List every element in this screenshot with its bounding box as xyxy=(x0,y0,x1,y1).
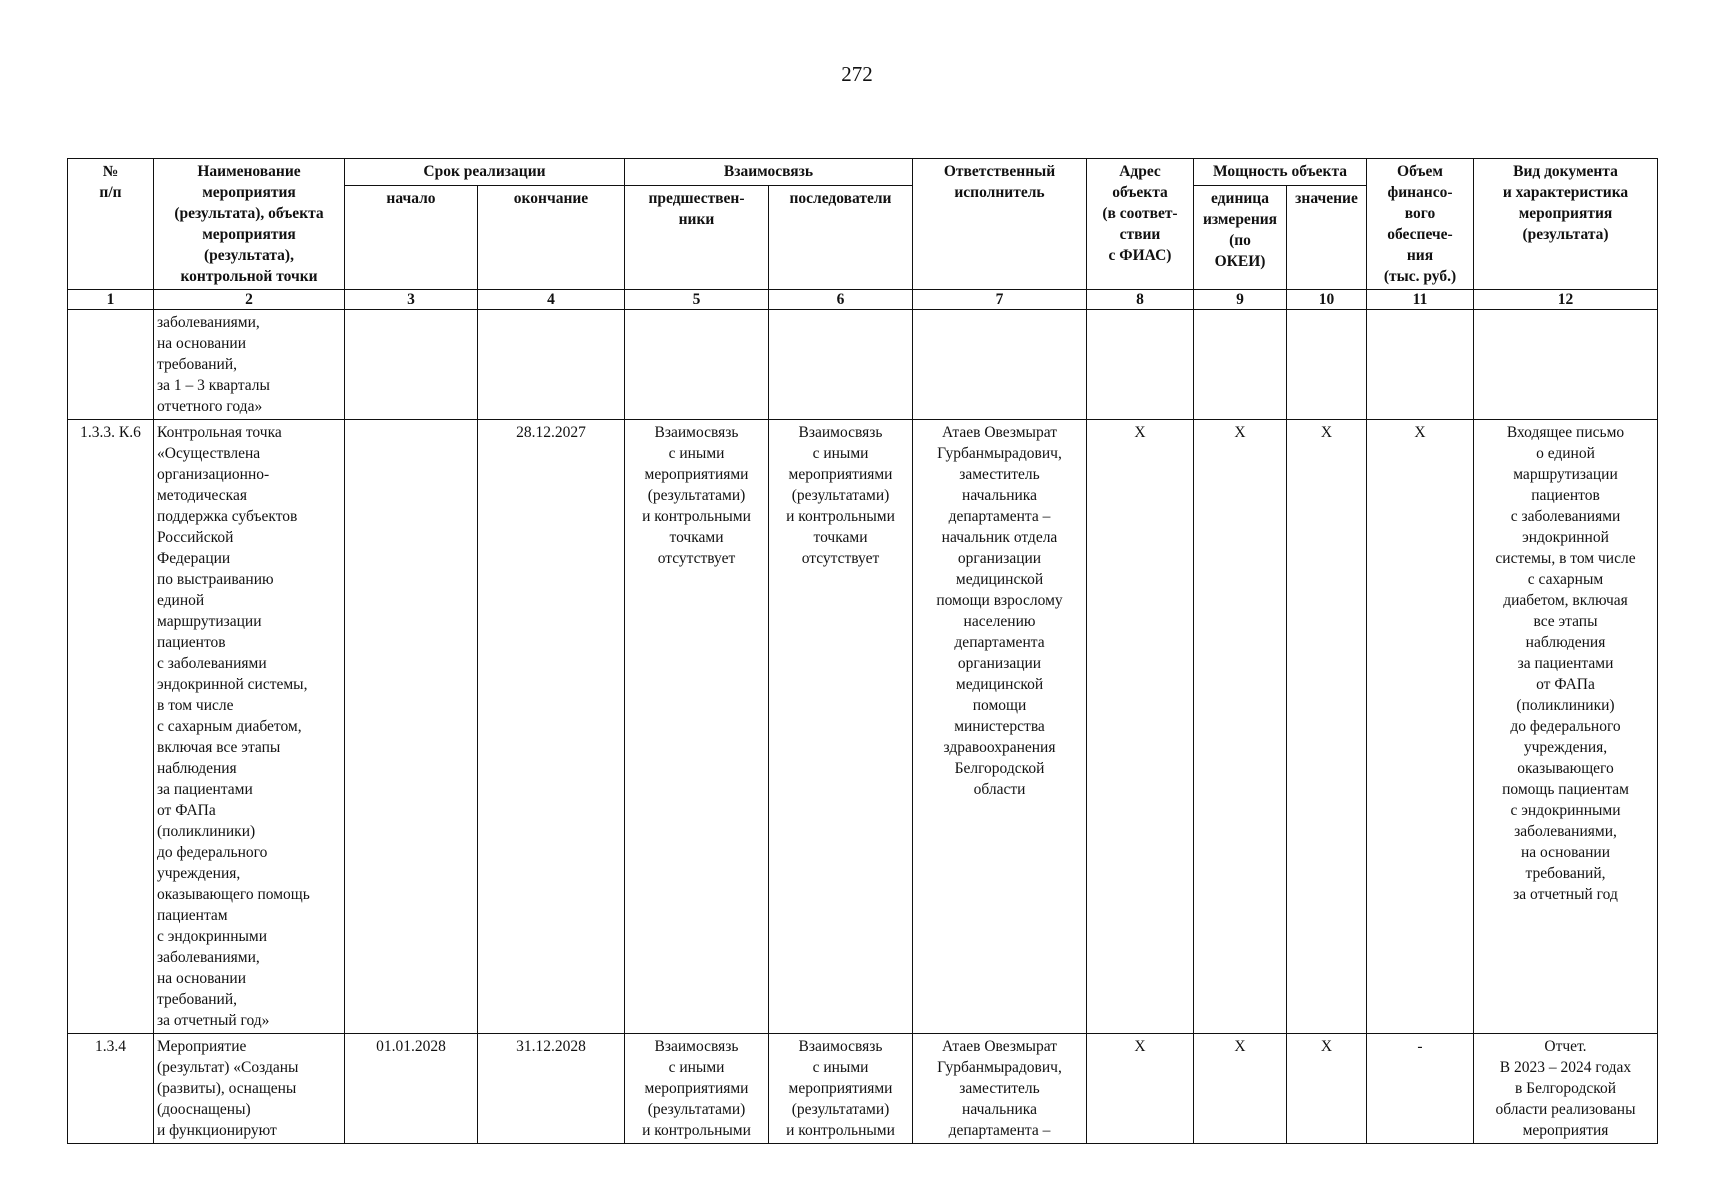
header-relation-succ: последователи xyxy=(769,186,913,290)
column-numbers-row xyxy=(68,290,1658,310)
row-doc: Отчет. В 2023 – 2024 годах в Белгородской области реализованы мероприятия xyxy=(1474,1034,1658,1144)
row-end: 28.12.2027 xyxy=(478,420,625,1034)
header-period: Срок реализации xyxy=(345,159,625,186)
row-end xyxy=(478,310,625,420)
row-succ xyxy=(769,310,913,420)
header-finance: Объем финансо- вого обеспече- ния (тыс. руб.) xyxy=(1367,159,1474,290)
header-period-end: окончание xyxy=(478,186,625,290)
row-value xyxy=(1287,310,1367,420)
row-unit xyxy=(1194,310,1287,420)
row-num: 1.3.4 xyxy=(68,1034,154,1144)
row-start xyxy=(345,420,478,1034)
row-num xyxy=(68,310,154,420)
header-responsible: Ответственный исполнитель xyxy=(913,159,1087,290)
colnum: 10 xyxy=(1287,290,1367,310)
row-pred xyxy=(625,310,769,420)
colnum: 1 xyxy=(68,290,154,310)
header-relation: Взаимосвязь xyxy=(625,159,913,186)
table-row xyxy=(68,420,1658,1034)
colnum: 2 xyxy=(154,290,345,310)
row-start: 01.01.2028 xyxy=(345,1034,478,1144)
row-doc: Входящее письмо о единой маршрутизации пациентов с заболеваниями эндокринной системы, в том числе с сахарным диабетом, включая все этапы наблюдения за пациентами от ФАПа (поликлиники) до федерального учреждения, оказывающего помощь пациентам с эндокринными заболеваниями, на основании требований, за отчетный год xyxy=(1474,420,1658,1034)
row-doc xyxy=(1474,310,1658,420)
header-row-1 xyxy=(68,159,1658,186)
row-pred: Взаимосвязь с иными мероприятиями (результатами) и контрольными xyxy=(625,1034,769,1144)
row-end: 31.12.2028 xyxy=(478,1034,625,1144)
colnum: 4 xyxy=(478,290,625,310)
header-address: Адрес объекта (в соответ- ствии с ФИАС) xyxy=(1087,159,1194,290)
row-name: Мероприятие (результат) «Созданы (развиты), оснащены (дооснащены) и функционируют xyxy=(154,1034,345,1144)
header-capacity-unit: единица измерения (по ОКЕИ) xyxy=(1194,186,1287,290)
row-value: Х xyxy=(1287,1034,1367,1144)
row-finance: - xyxy=(1367,1034,1474,1144)
row-succ: Взаимосвязь с иными мероприятиями (результатами) и контрольными xyxy=(769,1034,913,1144)
header-name: Наименование мероприятия (результата), объекта мероприятия (результата), контрольной точки xyxy=(154,159,345,290)
row-name: заболеваниями, на основании требований, за 1 – 3 кварталы отчетного года» xyxy=(154,310,345,420)
colnum: 8 xyxy=(1087,290,1194,310)
header-doc-type: Вид документа и характеристика мероприятия (результата) xyxy=(1474,159,1658,290)
plan-table xyxy=(67,158,1658,1144)
header-num: № п/п xyxy=(68,159,154,290)
header-capacity: Мощность объекта xyxy=(1194,159,1367,186)
colnum: 5 xyxy=(625,290,769,310)
row-unit: Х xyxy=(1194,420,1287,1034)
header-relation-pred: предшествен- ники xyxy=(625,186,769,290)
header-capacity-value: значение xyxy=(1287,186,1367,290)
colnum: 7 xyxy=(913,290,1087,310)
colnum: 11 xyxy=(1367,290,1474,310)
row-finance xyxy=(1367,310,1474,420)
row-address xyxy=(1087,310,1194,420)
row-address: Х xyxy=(1087,1034,1194,1144)
colnum: 3 xyxy=(345,290,478,310)
row-succ: Взаимосвязь с иными мероприятиями (результатами) и контрольными точками отсутствует xyxy=(769,420,913,1034)
row-pred: Взаимосвязь с иными мероприятиями (результатами) и контрольными точками отсутствует xyxy=(625,420,769,1034)
row-responsible xyxy=(913,310,1087,420)
row-unit: Х xyxy=(1194,1034,1287,1144)
row-start xyxy=(345,310,478,420)
table-row xyxy=(68,1034,1658,1144)
row-num: 1.3.3. К.6 xyxy=(68,420,154,1034)
row-finance: Х xyxy=(1367,420,1474,1034)
row-name: Контрольная точка «Осуществлена организационно- методическая поддержка субъектов Российской Федерации по выстраиванию единой маршрутизации пациентов с заболеваниями эндокринной системы, в том числе с сахарным диабетом, включая все этапы наблюдения за пациентами от ФАПа (поликлиники) до федерального учреждения, оказывающего помощь пациентам с эндокринными заболеваниями, на основании требований, за отчетный год» xyxy=(154,420,345,1034)
row-responsible: Атаев Овезмырат Гурбанмырадович, заместитель начальника департамента – начальник отдела организации медицинской помощи взрослому населению департамента организации медицинской помощи министерства здравоохранения Белгородской области xyxy=(913,420,1087,1034)
table-row xyxy=(68,310,1658,420)
row-address: Х xyxy=(1087,420,1194,1034)
row-value: Х xyxy=(1287,420,1367,1034)
colnum: 12 xyxy=(1474,290,1658,310)
colnum: 9 xyxy=(1194,290,1287,310)
row-responsible: Атаев Овезмырат Гурбанмырадович, заместитель начальника департамента – xyxy=(913,1034,1087,1144)
colnum: 6 xyxy=(769,290,913,310)
header-period-start: начало xyxy=(345,186,478,290)
page-number: 272 xyxy=(841,62,873,86)
